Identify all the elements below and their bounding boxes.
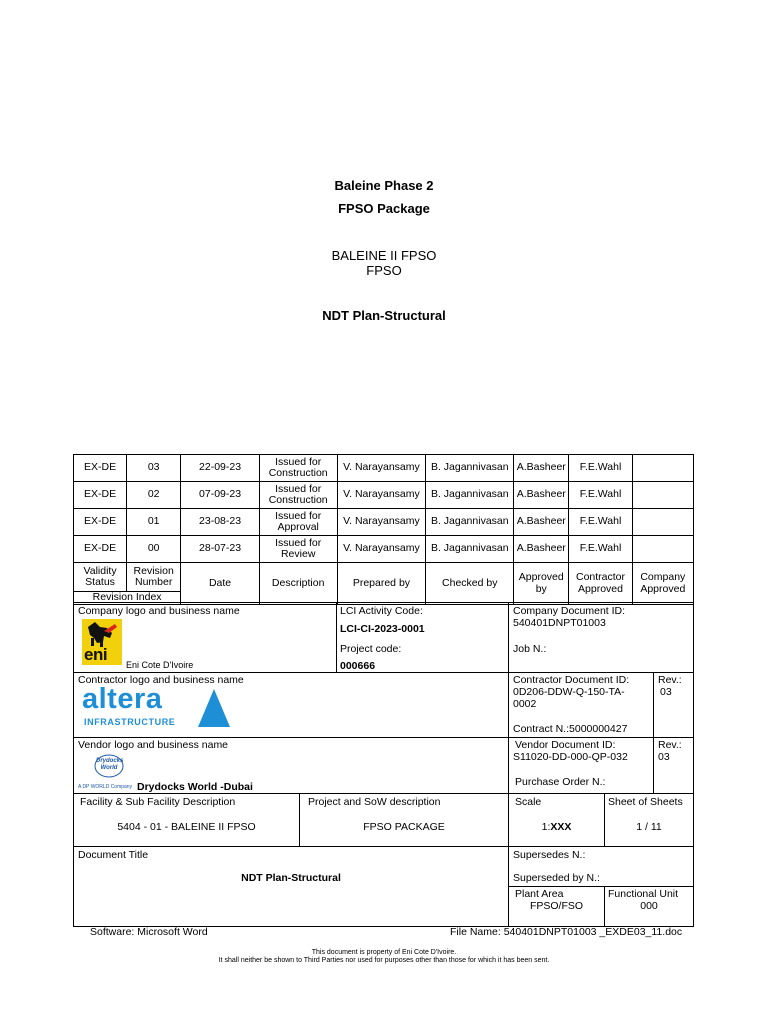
hdr-approved-line1: Approved [518,571,564,583]
rev-number: 01 [127,509,181,536]
drydocks-logo [94,753,124,779]
unit-title-line2: FPSO [366,263,402,278]
software-label: Software: Microsoft Word [90,926,208,938]
rev-approved: A.Basheer [514,482,569,509]
rev-company [632,455,693,482]
rev-prepared: V. Narayansamy [337,536,426,563]
hdr-validity-line1: Validity [83,564,117,577]
rev-number: 02 [127,482,181,509]
revision-index: Revision Index [74,592,181,605]
rev-approved: A.Basheer [514,509,569,536]
contractor-doc-line1: 0D206-DDW-Q-150-TA- [513,686,625,698]
rev-company [632,536,693,563]
revision-row [74,482,694,509]
rev-contractor: F.E.Wahl [569,455,632,482]
rev-description [259,509,337,536]
facility-cell [73,793,300,847]
rev-desc-line2: Construction [268,494,328,506]
contractor-doc-cell [508,672,654,738]
rev-date: 28-07-23 [181,536,260,563]
vendor-doc-label: Vendor Document ID: [515,739,616,751]
scale-cell [508,793,605,847]
drydocks-logo-text2: World [100,765,118,771]
plant-area-cell [508,886,605,927]
rev-desc-line1: Issued for [275,482,322,495]
eni-logo [82,619,122,665]
hdr-approved [514,563,569,605]
rev-description [259,536,337,563]
revision-row [74,536,694,563]
property-note: This document is property of Eni Cote D'Ivoire. [311,949,457,956]
rev-contractor: F.E.Wahl [569,536,632,563]
rev-approved: A.Basheer [514,536,569,563]
eni-logo-text: eni [84,645,108,664]
rev-prepared: V. Narayansamy [337,482,426,509]
project-code-label: Project code: [340,643,402,655]
hdr-validity-line2: Status [85,576,115,588]
job-label: Job N.: [513,643,547,655]
file-name [450,926,682,938]
plant-area-value: FPSO/FSO [529,900,584,912]
functional-unit-cell [604,886,694,927]
doc-title-label: Document Title [78,849,149,861]
contractor-logo-label: Contractor logo and business name [78,674,244,686]
hdr-rev-line2: Number [134,576,173,588]
supersedes-label: Supersedes N.: [513,849,586,861]
hdr-prepared: Prepared by [337,563,426,605]
vendor-rev-value: 03 [658,751,670,763]
revision-table [73,454,694,605]
lci-label: LCI Activity Code: [340,605,423,617]
rev-number: 03 [127,455,181,482]
rev-desc-line2: Approval [277,521,319,533]
rev-company [632,482,693,509]
rev-checked: B. Jagannivasan [426,482,514,509]
rev-validity: EX-DE [74,536,127,563]
revision-row [74,455,694,482]
company-logo-label: Company logo and business name [78,605,240,617]
sow-value: FPSO PACKAGE [363,821,445,833]
hdr-company-line2: Approved [640,582,686,595]
vendor-doc-cell [508,737,654,794]
hdr-approved-line2: by [535,582,547,595]
hdr-date: Date [181,563,260,605]
rev-checked: B. Jagannivasan [426,455,514,482]
rev-date: 23-08-23 [181,509,260,536]
purchase-order-label: Purchase Order N.: [515,776,606,788]
contractor-logo-cell [73,672,509,738]
rev-number: 00 [127,536,181,563]
rev-checked: B. Jagannivasan [426,509,514,536]
doc-title-cell [73,846,509,927]
unit-title-line1: BALEINE II FPSO [331,248,437,263]
sow-label: Project and SoW description [308,796,441,808]
hdr-company [632,563,693,605]
hdr-contractor-line1: Contractor [575,571,626,583]
rev-approved: A.Basheer [514,455,569,482]
vendor-logo-cell [73,737,509,794]
rev-date: 07-09-23 [181,482,260,509]
hdr-desc: Description [259,563,337,605]
altera-triangle-icon [196,687,232,729]
supersede-cell [508,846,694,887]
hdr-contractor-line2: Approved [578,582,623,595]
vendor-rev-cell [653,737,694,794]
rev-desc-line1: Issued for [275,455,322,468]
contractor-doc-line2: 0002 [513,698,537,710]
vendor-doc-value: S11020-DD-000-QP-032 [513,751,628,763]
sow-cell [299,793,509,847]
file-name-label: File Name: [450,926,501,938]
scale-value [509,821,604,833]
contractor-rev-label: Rev.: [658,674,682,686]
usage-note: It shall neither be shown to Third Parties nor used for purposes other than those for which it has been sent. [218,957,550,964]
contractor-rev-cell [653,672,694,738]
functional-unit-label: Functional Unit [608,888,679,900]
rev-date: 22-09-23 [181,455,260,482]
rev-desc-line1: Issued for [275,509,322,522]
rev-desc-line2: Review [280,548,316,560]
drydocks-logo-text1: Drydocks [96,758,124,764]
lci-cell [336,602,509,673]
scale-prefix: 1: [541,821,551,833]
hdr-rev-line1: Revision [133,564,174,577]
document-title: NDT Plan-Structural [322,308,446,323]
vendor-logo-label: Vendor logo and business name [78,739,229,751]
rev-validity: EX-DE [74,509,127,536]
rev-checked: B. Jagannivasan [426,536,514,563]
rev-company [632,509,693,536]
contract-number: Contract N.:5000000427 [513,723,628,735]
hdr-rev [127,563,181,592]
revision-row [74,509,694,536]
vendor-rev-label: Rev.: [658,739,682,751]
package-title: FPSO Package [338,201,430,216]
facility-label: Facility & Sub Facility Description [80,796,236,808]
rev-validity: EX-DE [74,482,127,509]
facility-value: 5404 - 01 - BALEINE II FPSO [117,821,256,833]
contractor-doc-label: Contractor Document ID: [513,674,630,686]
company-doc-cell [508,602,694,673]
rev-desc-line2: Construction [268,467,328,479]
rev-contractor: F.E.Wahl [569,509,632,536]
rev-description [259,455,337,482]
altera-logo-text: altera [82,683,163,715]
vendor-name: Drydocks World -Dubai [137,781,253,793]
hdr-validity [74,563,127,592]
superseded-by-label: Superseded by N.: [513,872,600,884]
altera-logo-sub: INFRASTRUCTURE [84,717,176,727]
sheet-label: Sheet of Sheets [608,796,683,808]
hdr-contractor [569,563,632,605]
scale-label: Scale [515,796,542,808]
company-logo-cell [73,602,337,673]
rev-contractor: F.E.Wahl [569,482,632,509]
company-doc-value: 540401DNPT01003 [513,617,606,629]
rev-validity: EX-DE [74,455,127,482]
scale-number: XXX [550,821,572,833]
doc-title-value: NDT Plan-Structural [241,872,341,884]
hdr-checked: Checked by [426,563,514,605]
drydocks-logo-sub: A DP WORLD Company [78,784,133,790]
rev-prepared: V. Narayansamy [337,509,426,536]
sheet-cell [604,793,694,847]
rev-description [259,482,337,509]
rev-prepared: V. Narayansamy [337,455,426,482]
lci-value: LCI-CI-2023-0001 [340,623,425,635]
plant-area-label: Plant Area [515,888,564,900]
project-code-value: 000666 [340,660,376,672]
company-name: Eni Cote D'Ivoire [126,660,194,670]
hdr-company-line1: Company [640,571,686,583]
project-title: Baleine Phase 2 [334,178,434,193]
revision-header-row [74,563,694,592]
company-doc-label: Company Document ID: [513,605,626,617]
sheet-value: 1 / 11 [636,821,662,833]
contractor-rev-value: 03 [660,686,672,698]
file-name-value: 540401DNPT01003 _EXDE03_11.doc [503,926,683,938]
rev-desc-line1: Issued for [275,536,322,549]
functional-unit-value: 000 [640,900,658,912]
